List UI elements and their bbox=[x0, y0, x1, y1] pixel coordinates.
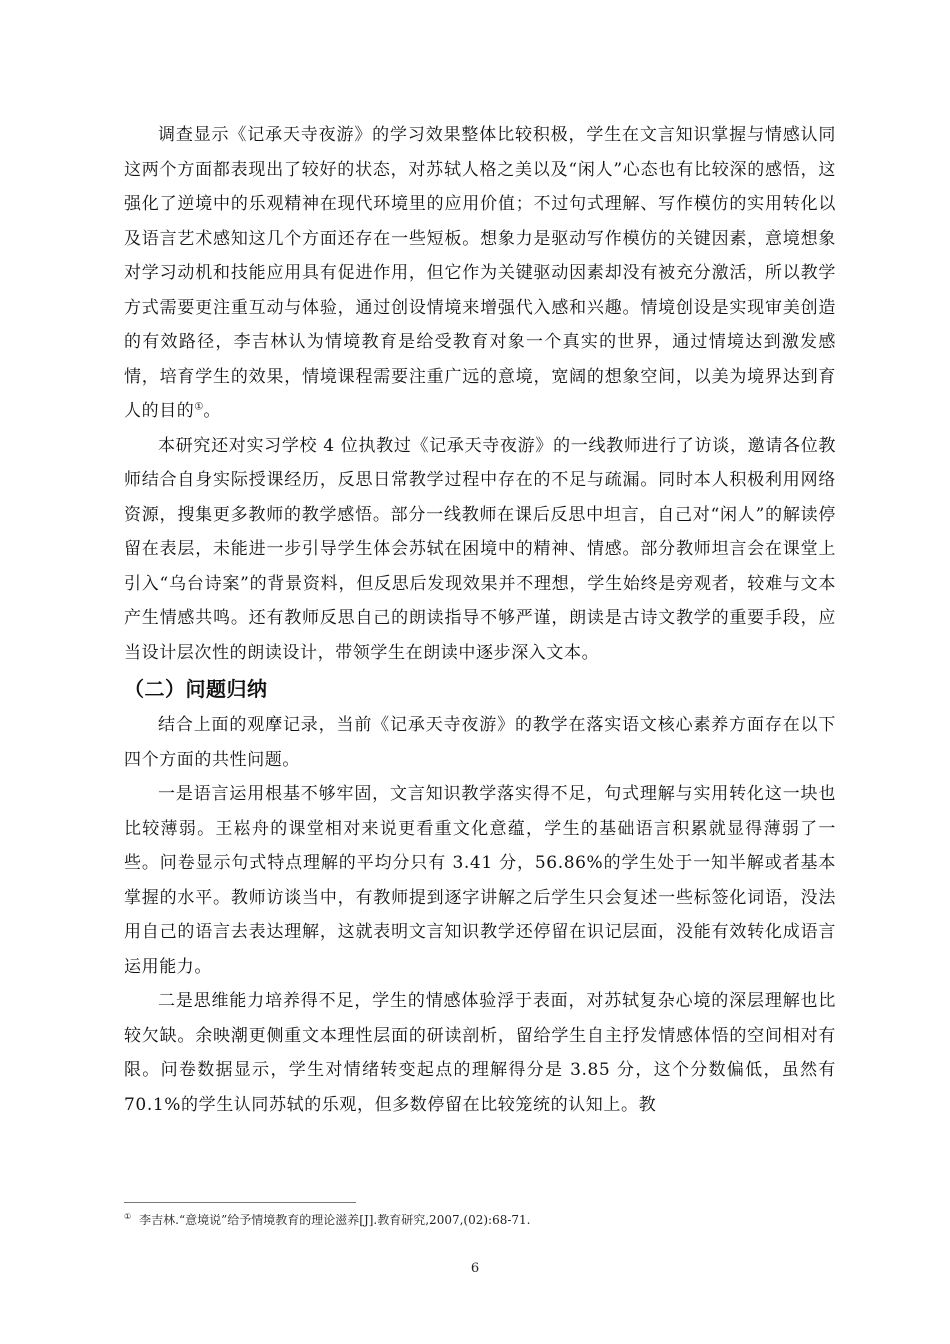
footnote-number: ① bbox=[124, 1212, 132, 1221]
paragraph-summary-intro bbox=[124, 708, 836, 777]
footnote-divider bbox=[124, 1202, 356, 1203]
paragraph-text: 结合上面的观摩记录，当前《记承天寺夜游》的教学在落实语文核心素养方面存在以下四个方面的共性问题。 bbox=[124, 715, 836, 770]
paragraph-text: 调查显示《记承天寺夜游》的学习效果整体比较积极，学生在文言知识掌握与情感认同这两个方面都表现出了较好的状态，对苏轼人格之美以及“闲人”心态也有比较深的感悟，这强化了逆境中的乐观精神在现代环境里的应用价值；不过句式理解、写作模仿的实用转化以及语言艺术感知这几个方面还存在一些短板。想象力是驱动写作模仿的关键因素，意境想象对学习动机和技能应用具有促进作用，但它作为关键驱动因素却没有被充分激活，所以教学方式需要更注重互动与体验，通过创设情境来增强代入感和兴趣。情境创设是实现审美创造的有效路径，李吉林认为情境教育是给受教育对象一个真实的世界，通过情境达到激发感情，培育学生的效果，情境课程需要注重广远的意境，宽阔的想象空间，以美为境界达到育人的目的 bbox=[124, 125, 836, 421]
paragraph-text: 本研究还对实习学校 4 位执教过《记承天寺夜游》的一线教师进行了访谈，邀请各位教师结合自身实际授课经历，反思日常教学过程中存在的不足与疏漏。同时本人积极利用网络资源，搜集更多教师的教学感悟。部分一线教师在课后反思中坦言，自己对“闲人”的解读停留在表层，未能进一步引导学生体会苏轼在困境中的精神、情感。部分教师坦言会在课堂上引入“乌台诗案”的背景资料，但反思后发现效果并不理想，学生始终是旁观者，较难与文本产生情感共鸣。还有教师反思自己的朗读指导不够严谨，朗读是古诗文教学的重要手段，应当设计层次性的朗读设计，带领学生在朗读中逐步深入文本。 bbox=[124, 435, 836, 663]
section-heading: （二）问题归纳 bbox=[124, 677, 268, 701]
paragraph-problem-two bbox=[124, 984, 836, 1122]
paragraph-text: 一是语言运用根基不够牢固，文言知识教学落实得不足，句式理解与实用转化这一块也比较薄弱。王崧舟的课堂相对来说更看重文化意蕴，学生的基础语言积累就显得薄弱了一些。问卷显示句式特点理解的平均分只有 3.41 分，56.86%的学生处于一知半解或者基本掌握的水平。教师访谈当中，有教师提到逐字讲解之后学生只会复述一些标签化词语，没法用自己的语言去表达理解，这就表明文言知识教学还停留在识记层面，没能有效转化成语言运用能力。 bbox=[124, 784, 836, 977]
paragraph-text: 二是思维能力培养得不足，学生的情感体验浮于表面，对苏轼复杂心境的深层理解也比较欠缺。余映潮更侧重文本理性层面的研读剖析，留给学生自主抒发情感体悟的空间相对有限。问卷数据显示，学生对情绪转变起点的理解得分是 3.85 分，这个分数偏低，虽然有 70.1%的学生认同苏轼的乐观，但多数停留在比较笼统的认知上。教 bbox=[124, 991, 836, 1115]
paragraph-teacher-interviews bbox=[124, 429, 836, 671]
paragraph-survey-results bbox=[124, 118, 836, 429]
page-number: 6 bbox=[470, 1261, 480, 1276]
paragraph-problem-one bbox=[124, 777, 836, 984]
footnote bbox=[124, 1210, 836, 1230]
footnote-text: 李吉林.“意境说”给予情境教育的理论滋养[J].教育研究,2007,(02):68-71. bbox=[139, 1213, 531, 1227]
paragraph-tail: 。 bbox=[203, 401, 221, 421]
body-text bbox=[124, 118, 836, 1122]
footnote-reference[interactable]: ① bbox=[194, 401, 204, 413]
